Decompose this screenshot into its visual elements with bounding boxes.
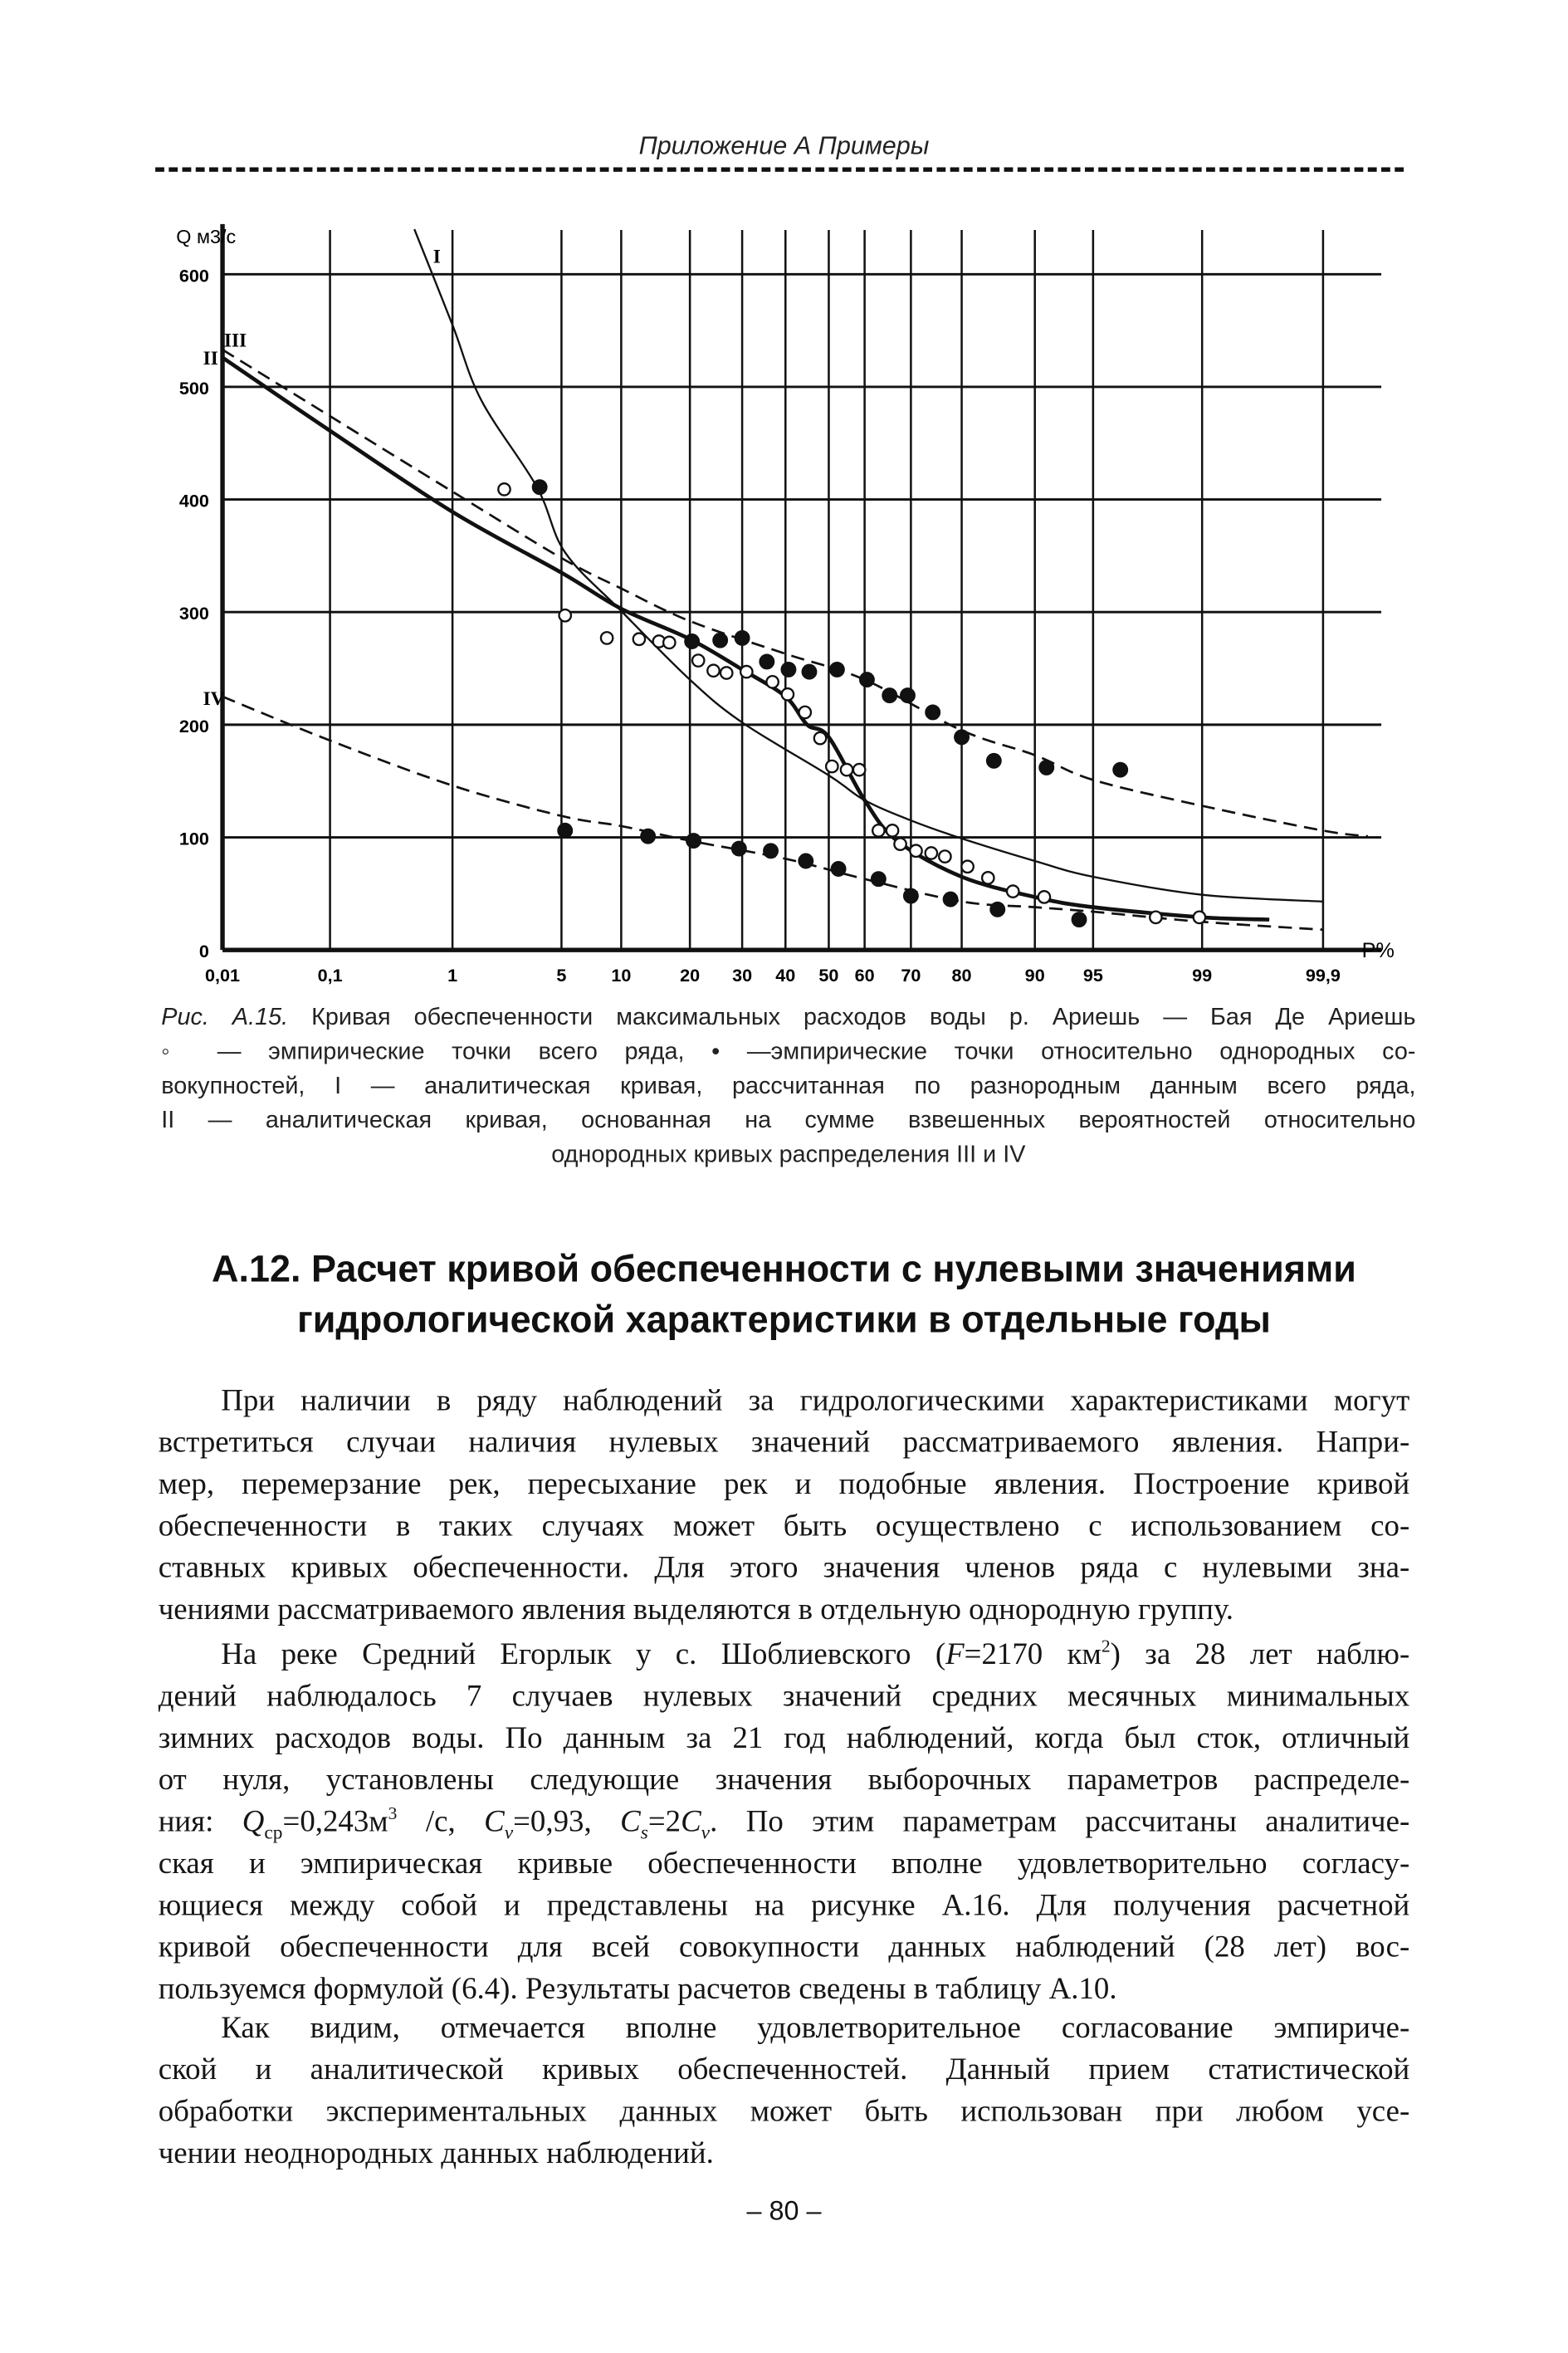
subscript: ср (264, 1820, 283, 1843)
heading-line: гидрологической характеристики в отдельные годы (296, 1299, 1271, 1342)
caption-text: Кривая обеспеченности максимальных расходов воды р. Ариешь — Бая Де Ариешь (288, 1005, 1416, 1031)
y-tick-label: 600 (178, 265, 209, 286)
curve-label-II: II (203, 347, 218, 369)
point-filled (901, 688, 915, 702)
text-segment: C (620, 1805, 641, 1839)
point-filled (760, 655, 774, 669)
point-filled (799, 854, 813, 868)
superscript: 3 (388, 1803, 398, 1824)
caption-line: II — аналитическая кривая, основанная на сумме взвешенных вероятностей относительно (161, 1108, 1416, 1134)
point-filled (926, 706, 940, 720)
point-open (559, 609, 571, 621)
y-tick-label: 0 (198, 941, 209, 962)
point-filled (685, 634, 699, 648)
point-open (782, 688, 794, 700)
point-open (1150, 912, 1161, 923)
point-open (1038, 891, 1050, 903)
point-open (814, 732, 826, 744)
text-segment: На реке Средний Егорлык у с. Шоблиевского ( (221, 1638, 946, 1672)
paragraph (159, 1380, 1410, 1631)
y-tick-label: 400 (178, 490, 209, 511)
text-segment: Q (242, 1805, 265, 1839)
point-filled (713, 634, 727, 648)
point-open (939, 850, 950, 862)
point-open (720, 667, 732, 678)
point-filled (1113, 763, 1127, 777)
paragraph (159, 2008, 1410, 2174)
text-segment: =2170 км (964, 1638, 1102, 1672)
point-filled (860, 673, 874, 687)
text-line: При наличии в ряду наблюдений за гидрологическими характеристиками могут (221, 1384, 1410, 1418)
text-line: обработки экспериментальных данных может быть использован при любом усе- (158, 2095, 1410, 2129)
x-tick-label: 99 (1192, 964, 1213, 986)
point-filled (882, 688, 896, 702)
x-tick-label: 90 (1024, 964, 1045, 986)
text-segment: ) за 28 лет наблю- (1110, 1638, 1410, 1672)
point-open (633, 634, 645, 645)
y-tick-label: 300 (178, 603, 209, 624)
x-tick-label: 1 (447, 964, 458, 986)
point-filled (732, 842, 746, 856)
point-filled (782, 663, 796, 677)
y-axis-label: Q м3/с (176, 226, 237, 248)
text-line: встретиться случаи наличия нулевых значений рассматриваемого явления. Напри- (158, 1426, 1410, 1460)
point-filled (533, 480, 547, 494)
x-tick-label: 50 (818, 964, 839, 986)
point-filled (1072, 912, 1087, 927)
point-open (692, 654, 704, 666)
figure-label: Рис. А.15. (161, 1005, 289, 1031)
x-tick-label: 0,1 (317, 964, 343, 986)
point-filled (830, 663, 844, 677)
text-line: Как видим, отмечается вполне удовлетворительное согласование эмпириче- (221, 2012, 1410, 2045)
text-line: ющиеся между собой и представлены на рисунке А.16. Для получения расчетной (158, 1889, 1410, 1923)
point-filled (904, 889, 918, 903)
paragraph (159, 1634, 1410, 2010)
point-open (982, 872, 994, 883)
point-filled (872, 872, 886, 886)
text-line (159, 1802, 1410, 1843)
point-open (601, 632, 613, 643)
point-filled (944, 893, 958, 907)
point-filled (558, 824, 572, 838)
caption-line: вокупностей, I — аналитическая кривая, рассчитанная по разнородным данным всего ряда, (161, 1074, 1416, 1100)
x-axis-label: P% (1361, 939, 1395, 963)
text-segment: =0,93, (513, 1805, 621, 1839)
text-segment: /с, (397, 1805, 485, 1839)
text-line: зимних расходов воды. По данным за 21 год наблюдений, когда был сток, отличный (158, 1722, 1410, 1755)
point-open (740, 666, 752, 678)
text-segment: ния: (158, 1805, 242, 1839)
x-tick-label: 20 (680, 964, 701, 986)
subscript: s (640, 1820, 648, 1843)
y-tick-label: 100 (178, 828, 209, 849)
text-line: пользуемся формулой (6.4). Результаты расчетов сведены в таблицу А.10. (158, 1973, 1117, 2007)
point-filled (1039, 761, 1053, 775)
point-open (766, 676, 778, 687)
text-line: чениями рассматриваемого явления выделяются в отдельную однородную группу. (158, 1593, 1233, 1627)
y-tick-label: 200 (178, 715, 209, 736)
text-segment: =2 (647, 1805, 681, 1839)
text-line: ской и аналитической кривых обеспеченностей. Данный прием статистической (158, 2053, 1410, 2087)
point-open (799, 707, 811, 718)
text-segment: . По этим параметрам рассчитаны аналитиче- (710, 1805, 1410, 1839)
caption-line: ◦ — эмпирические точки всего ряда, • —эмпирические точки относительно однородных со- (161, 1040, 1416, 1065)
point-open (663, 637, 675, 648)
point-open (926, 847, 937, 859)
superscript: 2 (1101, 1635, 1111, 1657)
x-tick-label: 95 (1082, 964, 1103, 986)
x-tick-label: 10 (611, 964, 632, 986)
text-line: ставных кривых обеспеченности. Для этого значения членов ряда с нулевыми зна- (158, 1552, 1410, 1585)
text-line: чении неоднородных данных наблюдений. (158, 2137, 714, 2170)
section-heading (0, 1245, 1568, 1346)
page-number: – 80 – (746, 2195, 822, 2226)
point-filled (764, 844, 778, 859)
point-open (887, 824, 898, 836)
x-tick-label: 99,9 (1305, 964, 1341, 986)
point-open (961, 861, 973, 873)
text-line: кривой обеспеченности для всей совокупности данных наблюдений (28 лет) вос- (158, 1931, 1410, 1964)
point-open (1007, 885, 1018, 897)
text-line: мер, перемерзание рек, пересыхание рек и подобные явления. Построение кривой (158, 1468, 1410, 1501)
text-line: обеспеченности в таких случаях может быть осуществлено с использованием со- (158, 1509, 1410, 1543)
text-segment: F (945, 1638, 965, 1672)
subscript: v (504, 1820, 514, 1843)
x-tick-label: 80 (951, 964, 972, 986)
y-tick-label: 500 (178, 377, 209, 399)
text-line: ская и эмпирическая кривые обеспеченности вполне удовлетворительно согласу- (158, 1847, 1410, 1881)
curve-label-IV: IV (203, 688, 225, 711)
curve-III (222, 350, 1368, 836)
x-tick-label: 70 (901, 964, 921, 986)
curve-IV (222, 697, 1323, 930)
point-filled (686, 834, 701, 848)
point-filled (641, 829, 655, 844)
point-open (826, 761, 838, 772)
x-tick-label: 60 (854, 964, 875, 986)
point-filled (955, 731, 969, 745)
subscript: v (701, 1820, 711, 1843)
x-tick-label: 40 (775, 964, 796, 986)
x-tick-label: 30 (732, 964, 753, 986)
point-open (853, 764, 865, 775)
x-tick-label: 0,01 (205, 964, 241, 986)
figure-caption (161, 1000, 1415, 1172)
text-segment: C (484, 1805, 505, 1839)
point-open (894, 838, 906, 849)
point-filled (803, 665, 817, 679)
x-tick-label: 5 (556, 964, 567, 986)
point-open (498, 483, 510, 495)
point-open (1194, 912, 1205, 923)
caption-line: однородных кривых распределения III и IV (551, 1142, 1026, 1168)
curve-label-I: I (432, 246, 441, 268)
point-open (910, 845, 921, 857)
point-filled (990, 903, 1004, 917)
text-line (159, 1634, 1410, 1675)
point-open (707, 665, 719, 677)
point-filled (735, 631, 750, 645)
text-segment: C (681, 1805, 701, 1839)
text-line: от нуля, установлены следующие значения выборочных параметров распределе- (158, 1764, 1410, 1798)
curve-label-III: III (223, 330, 247, 352)
caption-line (161, 1000, 1415, 1035)
point-open (872, 824, 884, 836)
point-open (841, 764, 852, 775)
running-header: Приложение А Примеры (638, 131, 930, 160)
text-segment: =0,243м (282, 1805, 388, 1839)
point-filled (832, 862, 846, 876)
point-filled (987, 754, 1001, 768)
probability-chart (0, 0, 1568, 1000)
heading-line: А.12. Расчет кривой обеспеченности с нулевыми значениями (211, 1248, 1356, 1291)
text-line: дений наблюдалось 7 случаев нулевых значений средних месячных минимальных (158, 1680, 1410, 1714)
